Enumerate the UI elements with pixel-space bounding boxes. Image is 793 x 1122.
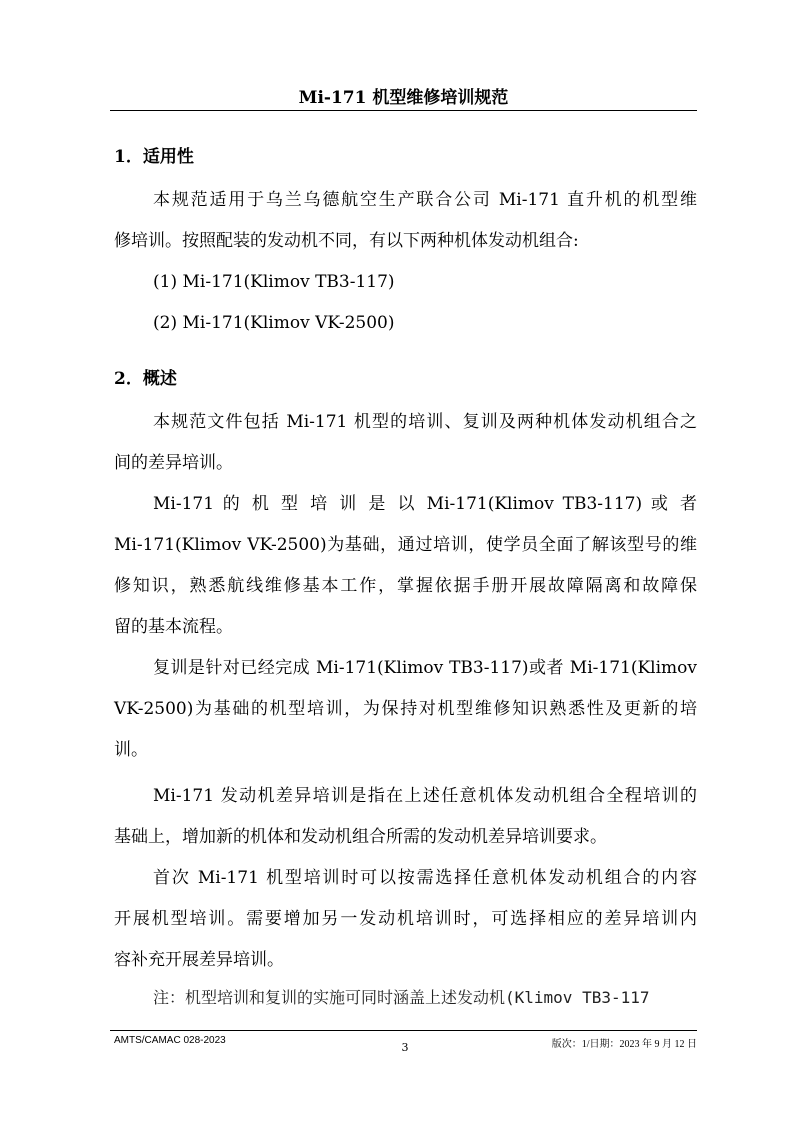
- document-header-title: Mi-171 机型维修培训规范: [298, 88, 509, 108]
- paragraph-line: Mi-171 发动机差异培训是指在上述任意机体发动机组合全程培训的: [153, 786, 697, 806]
- section-2-paragraph-5: [114, 858, 697, 981]
- footer-document-id: AMTS/CAMAC 028-2023: [114, 1035, 226, 1046]
- list-item: (2) Mi-171(Klimov VK-2500): [153, 313, 395, 333]
- section-2-heading: 2．概述: [114, 369, 177, 389]
- footer-divider: [110, 1030, 697, 1031]
- section-2-paragraph-1: [114, 402, 697, 484]
- section-1-heading: 1．适用性: [114, 147, 194, 167]
- paragraph-line: 基础上，增加新的机体和发动机组合所需的发动机差异培训要求。: [114, 827, 607, 847]
- paragraph-line: Mi-171 的 机 型 培 训 是 以 Mi-171(Klimov TB3-117) 或 者: [153, 494, 697, 514]
- paragraph-line: 开展机型培训。需要增加另一发动机培训时，可选择相应的差异培训内: [114, 909, 697, 929]
- paragraph-line: 本规范文件包括 Mi-171 机型的培训、复训及两种机体发动机组合之: [153, 412, 697, 432]
- footer-version-date: 版次：1/日期：2023 年 9 月 12 日: [551, 1039, 697, 1050]
- section-2-paragraph-3: [114, 648, 697, 771]
- section-2-paragraph-4: [114, 776, 697, 858]
- note-text: 注：机型培训和复训的实施可同时涵盖上述发动机(Klimov TB3-117: [153, 988, 650, 1007]
- list-item: (1) Mi-171(Klimov TB3-117): [153, 272, 395, 292]
- section-1-paragraph: [114, 180, 697, 262]
- paragraph-line: 留的基本流程。: [114, 617, 233, 637]
- paragraph-line: Mi-171(Klimov VK-2500)为基础，通过培训，使学员全面了解该型号的维: [114, 535, 697, 555]
- header-divider: [110, 110, 697, 111]
- paragraph-line: 本规范适用于乌兰乌德航空生产联合公司 Mi-171 直升机的机型维: [153, 190, 697, 210]
- section-2-paragraph-2: [114, 484, 697, 648]
- engine-combination-list: [114, 262, 697, 344]
- paragraph-line: 训。: [114, 740, 148, 760]
- paragraph-line: 间的差异培训。: [114, 453, 233, 473]
- paragraph-line: 容补充开展差异培训。: [114, 950, 284, 970]
- paragraph-line: 修知识，熟悉航线维修基本工作，掌握依据手册开展故障隔离和故障保: [114, 576, 697, 596]
- footer-page-number: 3: [401, 1041, 409, 1054]
- paragraph-line: VK-2500)为基础的机型培训，为保持对机型维修知识熟悉性及更新的培: [114, 699, 697, 719]
- paragraph-line: 修培训。按照配装的发动机不同，有以下两种机体发动机组合:: [114, 231, 579, 251]
- paragraph-line: 首次 Mi-171 机型培训时可以按需选择任意机体发动机组合的内容: [153, 868, 697, 888]
- paragraph-line: 复训是针对已经完成 Mi-171(Klimov TB3-117)或者 Mi-171(Klimov: [153, 658, 697, 678]
